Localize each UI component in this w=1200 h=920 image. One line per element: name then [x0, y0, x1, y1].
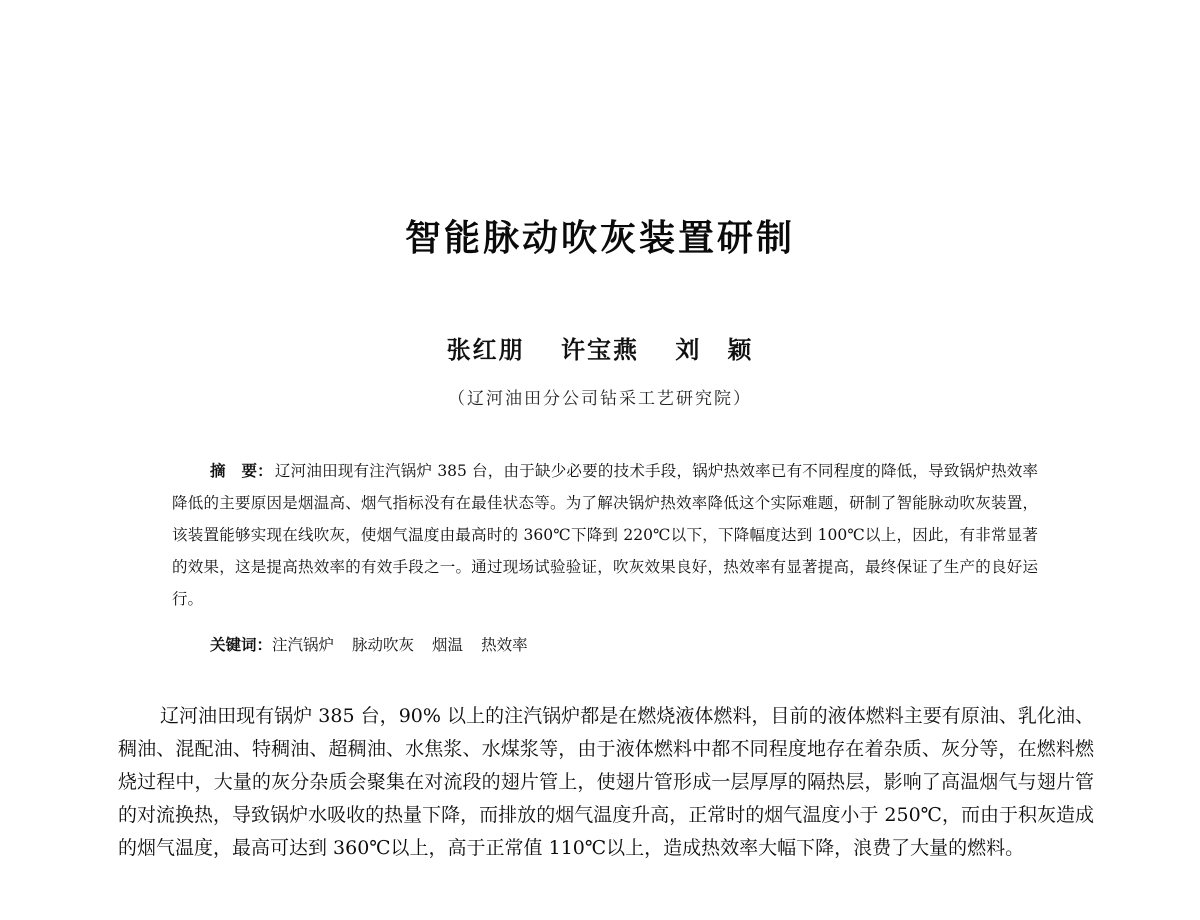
- keywords-label: 关键词：: [210, 635, 273, 654]
- keyword-1: 注汽锅炉: [272, 636, 335, 654]
- abstract: [172, 455, 1038, 615]
- affiliation: （辽河油田分公司钻采工艺研究院）: [448, 389, 752, 409]
- abstract-text: 辽河油田现有注汽锅炉 385 台，由于缺少必要的技术手段，锅炉热效率已有不同程度的降低，导致锅炉热效率降低的主要原因是烟温高、烟气指标没有在最佳状态等。为了解决锅炉热效率降低这个实际难题，研制了智能脉动吹灰装置，该装置能够实现在线吹灰，使烟气温度由最高时的 360℃下降到 220℃以下，下降幅度达到 100℃以上，因此，有非常显著的效果，这是提高热效率的有效手段之一。通过现场试验验证，吹灰效果良好，热效率有显著提高，最终保证了生产的良好运行。: [172, 462, 1038, 608]
- keyword-2: 脉动吹灰: [352, 636, 415, 654]
- abstract-label: 摘 要：: [210, 461, 273, 480]
- keyword-4: 热效率: [481, 636, 528, 654]
- author-2: 许宝燕: [561, 335, 639, 364]
- author-3: 刘 颖: [675, 335, 754, 364]
- keywords: [210, 630, 1040, 660]
- keyword-3: 烟温: [432, 636, 464, 654]
- author-list: [0, 330, 1200, 365]
- author-1: 张红朋: [446, 335, 525, 364]
- body-paragraph: 辽河油田现有锅炉 385 台，90% 以上的注汽锅炉都是在燃烧液体燃料，目前的液体燃料主要有原油、乳化油、稠油、混配油、特稠油、超稠油、水焦浆、水煤浆等，由于液体燃料中都不同程度地存在着杂质、灰分等，在燃料燃烧过程中，大量的灰分杂质会聚集在对流段的翅片管上，使翅片管形成一层厚厚的隔热层，影响了高温烟气与翅片管的对流换热，导致锅炉水吸收的热量下降，而排放的烟气温度升高，正常时的烟气温度小于 250℃，而由于积灰造成的烟气温度，最高可达到 360℃以上，高于正常值 110℃以上，造成热效率大幅下降，浪费了大量的燃料。: [118, 705, 1094, 859]
- paper-title: 智能脉动吹灰装置研制: [404, 218, 795, 259]
